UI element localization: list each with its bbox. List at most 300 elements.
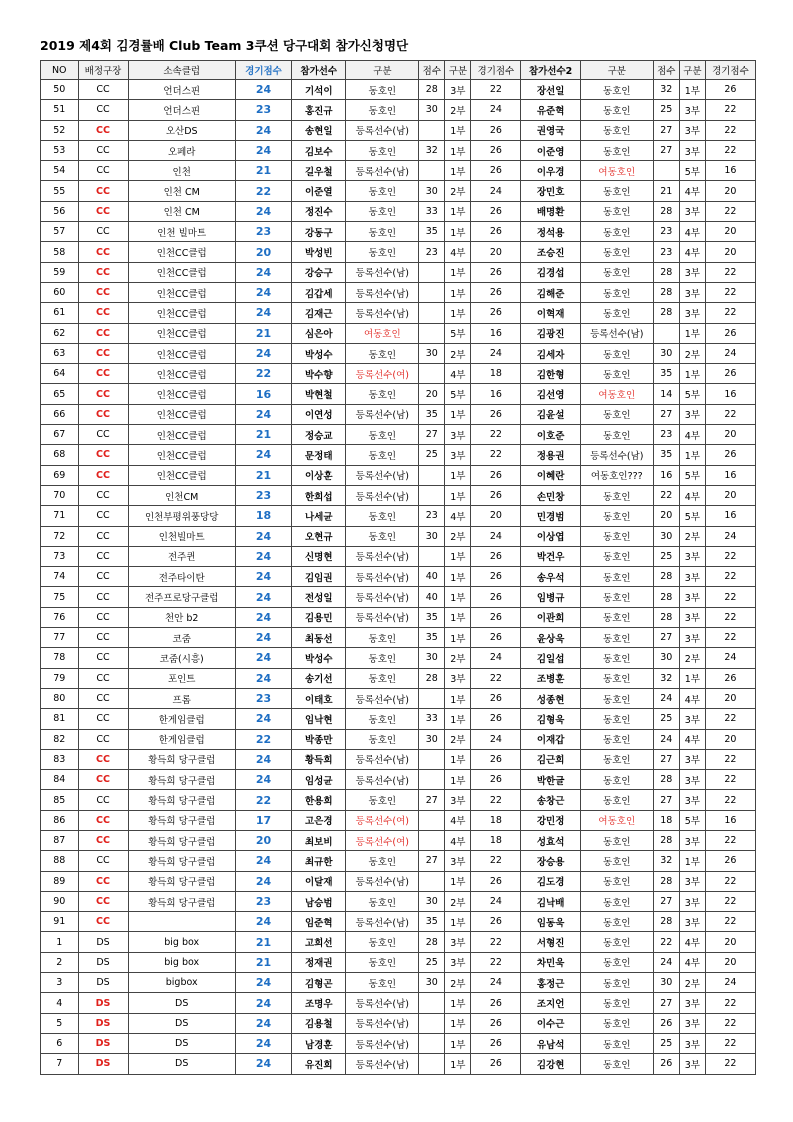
cell-division2: 2부 (679, 343, 705, 363)
table-row (41, 648, 756, 668)
cell-club: 코줌(시흥) (128, 648, 235, 668)
cell-points1: 25 (419, 952, 445, 972)
cell-division2: 3부 (679, 262, 705, 282)
cell-type2: 동호인 (580, 709, 653, 729)
cell-score2: 20 (705, 425, 755, 445)
cell-venue: CC (78, 749, 128, 769)
cell-score1: 26 (471, 567, 521, 587)
cell-club: 황득희 당구클럽 (128, 891, 235, 911)
cell-type1: 등록선수(남) (346, 404, 419, 424)
header-player2: 참가선수2 (521, 61, 580, 80)
cell-division2: 2부 (679, 973, 705, 993)
cell-score1: 26 (471, 1054, 521, 1074)
cell-score2: 22 (705, 749, 755, 769)
cell-player2: 김한형 (521, 364, 580, 384)
cell-score1: 26 (471, 465, 521, 485)
cell-type1: 동호인 (346, 891, 419, 911)
cell-division2: 3부 (679, 303, 705, 323)
cell-club: DS (128, 1033, 235, 1053)
cell-points1: 32 (419, 140, 445, 160)
cell-team-score: 24 (235, 201, 291, 221)
cell-club: 오산DS (128, 120, 235, 140)
cell-points2: 27 (653, 993, 679, 1013)
cell-points2: 18 (653, 810, 679, 830)
cell-no: 78 (41, 648, 79, 668)
table-row (41, 628, 756, 648)
cell-team-score: 23 (235, 222, 291, 242)
cell-type2: 동호인 (580, 506, 653, 526)
cell-no: 86 (41, 810, 79, 830)
cell-no: 6 (41, 1033, 79, 1053)
cell-player2: 김세자 (521, 343, 580, 363)
cell-division1: 1부 (445, 607, 471, 627)
cell-venue: CC (78, 688, 128, 708)
cell-no: 53 (41, 140, 79, 160)
table-row (41, 973, 756, 993)
cell-points1: 27 (419, 851, 445, 871)
cell-division1: 3부 (445, 445, 471, 465)
cell-division2: 3부 (679, 770, 705, 790)
cell-player1: 박성수 (292, 343, 346, 363)
cell-points2: 16 (653, 465, 679, 485)
cell-points1 (419, 323, 445, 343)
cell-points2: 28 (653, 201, 679, 221)
table-row (41, 181, 756, 201)
cell-team-score: 24 (235, 262, 291, 282)
cell-player2: 권영국 (521, 120, 580, 140)
table-row (41, 770, 756, 790)
cell-venue: CC (78, 729, 128, 749)
cell-score2: 22 (705, 1013, 755, 1033)
table-row (41, 567, 756, 587)
cell-type1: 등록선수(남) (346, 262, 419, 282)
cell-no: 69 (41, 465, 79, 485)
cell-club: 인천CC클럽 (128, 303, 235, 323)
cell-team-score: 22 (235, 181, 291, 201)
cell-points2: 28 (653, 912, 679, 932)
cell-division2: 3부 (679, 567, 705, 587)
cell-score2: 22 (705, 709, 755, 729)
table-row (41, 607, 756, 627)
cell-venue: CC (78, 851, 128, 871)
table-row (41, 445, 756, 465)
cell-points1: 33 (419, 709, 445, 729)
cell-type1: 동호인 (346, 384, 419, 404)
cell-venue: CC (78, 343, 128, 363)
cell-player1: 김보수 (292, 140, 346, 160)
table-row (41, 851, 756, 871)
cell-venue: CC (78, 526, 128, 546)
cell-score1: 26 (471, 546, 521, 566)
cell-points1: 35 (419, 628, 445, 648)
cell-no: 4 (41, 993, 79, 1013)
cell-team-score: 24 (235, 303, 291, 323)
cell-club: 한게임클럽 (128, 729, 235, 749)
cell-club: 오페라 (128, 140, 235, 160)
cell-score1: 22 (471, 952, 521, 972)
cell-score1: 24 (471, 891, 521, 911)
cell-club: 황득희 당구클럽 (128, 810, 235, 830)
cell-no: 83 (41, 749, 79, 769)
table-row (41, 242, 756, 262)
cell-score1: 26 (471, 770, 521, 790)
cell-points2: 30 (653, 343, 679, 363)
cell-points2: 27 (653, 120, 679, 140)
cell-score2: 16 (705, 810, 755, 830)
cell-division2: 3부 (679, 749, 705, 769)
cell-club: 인천부평위풍당당 (128, 506, 235, 526)
cell-division1: 1부 (445, 262, 471, 282)
cell-player1: 고희선 (292, 932, 346, 952)
cell-player1: 박성빈 (292, 242, 346, 262)
cell-points1: 35 (419, 912, 445, 932)
cell-team-score: 24 (235, 567, 291, 587)
cell-division2: 1부 (679, 323, 705, 343)
cell-points2: 27 (653, 790, 679, 810)
cell-type2: 등록선수(남) (580, 445, 653, 465)
cell-player1: 김용민 (292, 607, 346, 627)
cell-player2: 유준혁 (521, 100, 580, 120)
cell-division1: 2부 (445, 526, 471, 546)
cell-type1: 등록선수(남) (346, 688, 419, 708)
cell-venue: CC (78, 323, 128, 343)
cell-division1: 1부 (445, 546, 471, 566)
cell-player1: 남승범 (292, 891, 346, 911)
cell-division2: 3부 (679, 912, 705, 932)
table-row (41, 80, 756, 100)
cell-score1: 22 (471, 668, 521, 688)
cell-points2: 32 (653, 668, 679, 688)
cell-player1: 박수향 (292, 364, 346, 384)
cell-score2: 24 (705, 343, 755, 363)
cell-player1: 전성일 (292, 587, 346, 607)
cell-club: 전주프로당구클럽 (128, 587, 235, 607)
cell-score2: 22 (705, 140, 755, 160)
cell-points1 (419, 1033, 445, 1053)
cell-venue: CC (78, 546, 128, 566)
cell-score1: 24 (471, 526, 521, 546)
cell-team-score: 23 (235, 688, 291, 708)
cell-venue: CC (78, 810, 128, 830)
cell-club: 코줌 (128, 628, 235, 648)
cell-division1: 1부 (445, 587, 471, 607)
cell-division1: 1부 (445, 1013, 471, 1033)
cell-player2: 성종현 (521, 688, 580, 708)
cell-player2: 장승용 (521, 851, 580, 871)
cell-team-score: 24 (235, 282, 291, 302)
cell-team-score: 24 (235, 709, 291, 729)
cell-type1: 등록선수(남) (346, 303, 419, 323)
cell-score2: 22 (705, 607, 755, 627)
cell-division1: 4부 (445, 364, 471, 384)
cell-type1: 동호인 (346, 526, 419, 546)
cell-venue: CC (78, 100, 128, 120)
cell-team-score: 24 (235, 648, 291, 668)
table-row (41, 120, 756, 140)
cell-score1: 18 (471, 810, 521, 830)
cell-player1: 김재근 (292, 303, 346, 323)
cell-score1: 26 (471, 140, 521, 160)
cell-points1: 27 (419, 790, 445, 810)
cell-type1: 등록선수(남) (346, 161, 419, 181)
cell-points1: 30 (419, 181, 445, 201)
cell-points2: 27 (653, 749, 679, 769)
cell-score1: 16 (471, 323, 521, 343)
cell-club: DS (128, 1054, 235, 1074)
cell-no: 71 (41, 506, 79, 526)
table-row (41, 526, 756, 546)
cell-type1: 동호인 (346, 668, 419, 688)
cell-points2: 28 (653, 607, 679, 627)
cell-team-score: 24 (235, 851, 291, 871)
cell-type2: 동호인 (580, 668, 653, 688)
cell-type2: 동호인 (580, 425, 653, 445)
cell-team-score: 24 (235, 871, 291, 891)
cell-player2: 이수근 (521, 1013, 580, 1033)
cell-no: 81 (41, 709, 79, 729)
cell-player2: 조병훈 (521, 668, 580, 688)
cell-no: 74 (41, 567, 79, 587)
cell-score2: 20 (705, 242, 755, 262)
cell-type1: 등록선수(남) (346, 465, 419, 485)
cell-points2: 22 (653, 485, 679, 505)
cell-points1: 23 (419, 242, 445, 262)
cell-venue: CC (78, 181, 128, 201)
cell-type1: 등록선수(여) (346, 830, 419, 850)
cell-player1: 최보비 (292, 830, 346, 850)
cell-type1: 동호인 (346, 425, 419, 445)
header-points2: 점수 (653, 61, 679, 80)
table-row (41, 100, 756, 120)
cell-no: 65 (41, 384, 79, 404)
header-score2: 경기점수 (705, 61, 755, 80)
cell-no: 55 (41, 181, 79, 201)
cell-type2: 여동호인??? (580, 465, 653, 485)
cell-team-score: 24 (235, 973, 291, 993)
cell-player1: 문정태 (292, 445, 346, 465)
cell-division2: 4부 (679, 222, 705, 242)
cell-no: 60 (41, 282, 79, 302)
cell-score1: 18 (471, 364, 521, 384)
cell-points1: 40 (419, 567, 445, 587)
cell-type2: 동호인 (580, 201, 653, 221)
cell-points1 (419, 1013, 445, 1033)
cell-player1: 심은아 (292, 323, 346, 343)
cell-team-score: 24 (235, 546, 291, 566)
cell-player1: 최규한 (292, 851, 346, 871)
cell-player1: 한용희 (292, 790, 346, 810)
cell-type1: 동호인 (346, 932, 419, 952)
cell-division2: 3부 (679, 1013, 705, 1033)
cell-club: 인천CC클럽 (128, 343, 235, 363)
cell-no: 59 (41, 262, 79, 282)
cell-score1: 22 (471, 445, 521, 465)
cell-venue: DS (78, 973, 128, 993)
cell-club: 황득희 당구클럽 (128, 770, 235, 790)
cell-player2: 정석용 (521, 222, 580, 242)
cell-team-score: 20 (235, 830, 291, 850)
cell-club: 한게임클럽 (128, 709, 235, 729)
cell-score2: 20 (705, 222, 755, 242)
cell-score1: 26 (471, 222, 521, 242)
cell-score1: 26 (471, 607, 521, 627)
table-row (41, 830, 756, 850)
table-row (41, 140, 756, 160)
cell-no: 3 (41, 973, 79, 993)
cell-points2: 28 (653, 587, 679, 607)
cell-player1: 이상훈 (292, 465, 346, 485)
cell-venue: CC (78, 384, 128, 404)
cell-type2: 동호인 (580, 80, 653, 100)
cell-score2: 20 (705, 729, 755, 749)
header-type1: 구분 (346, 61, 419, 80)
cell-player2: 유남석 (521, 1033, 580, 1053)
cell-division1: 1부 (445, 120, 471, 140)
cell-division2: 3부 (679, 546, 705, 566)
cell-division2: 4부 (679, 688, 705, 708)
cell-division2: 1부 (679, 668, 705, 688)
cell-no: 90 (41, 891, 79, 911)
cell-points1 (419, 1054, 445, 1074)
cell-player2: 윤상욱 (521, 628, 580, 648)
cell-points2: 23 (653, 425, 679, 445)
cell-club: 인천 (128, 161, 235, 181)
cell-club: 인천CC클럽 (128, 242, 235, 262)
cell-points2 (653, 323, 679, 343)
cell-type1: 등록선수(남) (346, 871, 419, 891)
cell-team-score: 24 (235, 404, 291, 424)
table-row (41, 465, 756, 485)
cell-points2: 28 (653, 262, 679, 282)
cell-type2: 동호인 (580, 952, 653, 972)
cell-club: big box (128, 932, 235, 952)
cell-no: 1 (41, 932, 79, 952)
page-title: 2019 제4회 김경률배 Club Team 3쿠션 당구대회 참가신청명단 (40, 38, 409, 53)
cell-division1: 4부 (445, 242, 471, 262)
cell-score2: 24 (705, 648, 755, 668)
table-row (41, 688, 756, 708)
cell-team-score: 24 (235, 445, 291, 465)
cell-club: 언더스핀 (128, 100, 235, 120)
cell-player2: 장선일 (521, 80, 580, 100)
cell-venue: CC (78, 587, 128, 607)
cell-division1: 2부 (445, 648, 471, 668)
table-row (41, 952, 756, 972)
cell-player2: 이호준 (521, 425, 580, 445)
cell-venue: CC (78, 303, 128, 323)
cell-venue: CC (78, 912, 128, 932)
cell-club: 인천CC클럽 (128, 404, 235, 424)
cell-team-score: 21 (235, 952, 291, 972)
cell-type2: 동호인 (580, 1033, 653, 1053)
cell-score2: 26 (705, 445, 755, 465)
cell-type1: 등록선수(남) (346, 993, 419, 1013)
registration-table (40, 60, 756, 1075)
cell-venue: CC (78, 445, 128, 465)
cell-score1: 24 (471, 648, 521, 668)
cell-score2: 22 (705, 1054, 755, 1074)
cell-score2: 22 (705, 262, 755, 282)
cell-team-score: 22 (235, 729, 291, 749)
cell-player1: 유진희 (292, 1054, 346, 1074)
cell-venue: CC (78, 871, 128, 891)
cell-division1: 1부 (445, 1054, 471, 1074)
cell-team-score: 16 (235, 384, 291, 404)
table-header (41, 61, 756, 80)
cell-score2: 22 (705, 770, 755, 790)
cell-points2: 30 (653, 973, 679, 993)
cell-type2: 동호인 (580, 262, 653, 282)
cell-venue: CC (78, 628, 128, 648)
cell-venue: CC (78, 80, 128, 100)
cell-score2: 22 (705, 404, 755, 424)
cell-venue: CC (78, 262, 128, 282)
cell-team-score: 21 (235, 161, 291, 181)
table-row (41, 1054, 756, 1074)
table-row (41, 810, 756, 830)
cell-points2: 25 (653, 546, 679, 566)
cell-division2: 3부 (679, 140, 705, 160)
cell-score2: 26 (705, 851, 755, 871)
cell-type1: 동호인 (346, 445, 419, 465)
cell-player2: 이재갑 (521, 729, 580, 749)
header-division1: 구분 (445, 61, 471, 80)
cell-team-score: 23 (235, 891, 291, 911)
cell-no: 87 (41, 830, 79, 850)
cell-division2: 4부 (679, 485, 705, 505)
cell-player1: 김형곤 (292, 973, 346, 993)
cell-player1: 강동구 (292, 222, 346, 242)
cell-type2: 동호인 (580, 973, 653, 993)
cell-no: 88 (41, 851, 79, 871)
cell-team-score: 22 (235, 790, 291, 810)
cell-points1: 23 (419, 506, 445, 526)
cell-team-score: 24 (235, 628, 291, 648)
cell-player1: 길우철 (292, 161, 346, 181)
table-row (41, 932, 756, 952)
cell-score1: 26 (471, 993, 521, 1013)
cell-player2: 임동욱 (521, 912, 580, 932)
cell-club: 황득희 당구클럽 (128, 851, 235, 871)
cell-no: 77 (41, 628, 79, 648)
cell-team-score: 18 (235, 506, 291, 526)
cell-division2: 4부 (679, 425, 705, 445)
cell-no: 64 (41, 364, 79, 384)
table-row (41, 546, 756, 566)
cell-division1: 4부 (445, 830, 471, 850)
cell-type2: 동호인 (580, 364, 653, 384)
cell-score1: 26 (471, 709, 521, 729)
cell-club: bigbox (128, 973, 235, 993)
cell-venue: CC (78, 120, 128, 140)
cell-no: 79 (41, 668, 79, 688)
cell-venue: DS (78, 1013, 128, 1033)
cell-player1: 이연성 (292, 404, 346, 424)
cell-type2: 동호인 (580, 688, 653, 708)
cell-points1: 35 (419, 404, 445, 424)
cell-division2: 5부 (679, 384, 705, 404)
cell-score2: 20 (705, 181, 755, 201)
cell-club: 전주퀸 (128, 546, 235, 566)
cell-team-score: 24 (235, 1054, 291, 1074)
cell-player1: 이달재 (292, 871, 346, 891)
cell-venue: DS (78, 1054, 128, 1074)
cell-points1 (419, 161, 445, 181)
cell-venue: CC (78, 140, 128, 160)
cell-score1: 26 (471, 303, 521, 323)
cell-points1 (419, 770, 445, 790)
cell-division1: 1부 (445, 404, 471, 424)
